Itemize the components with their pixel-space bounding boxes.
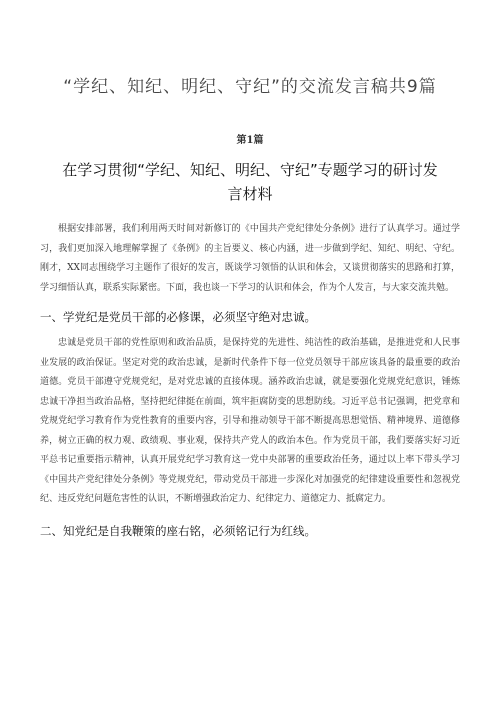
chapter-label: 第1篇 (236, 135, 264, 146)
body-paragraph: 忠诚是党员干部的党性原则和政治品质，是保持党的先进性、纯洁性的政治基础，是推进党和人民事业发展的政治保证。坚定对党的政治忠诚，是新时代条件下每一位党员领导干部应该具备的最重要的政治道德。党员干部遵守党规党纪，是对党忠诚的直接体现。涵养政治忠诚，就是要强化党规党纪意识，锤炼忠诚干净担当政治品格，坚持把纪律挺在前面，筑牢拒腐防变的思想防线。习近平总书记强调，把党章和党规党纪学习教育作为党性教育的重要内容，引导和推动领导干部不断提高思想觉悟、精神境界、道德修养，树立正确的权力观、政绩观、事业观，保持共产党人的政治本色。作为党员干部，我们要落实好习近平总书记重要指示精神，认真开展党纪学习教育这一党中央部署的重要政治任务，通过以上率下带头学习《中国共产党纪律处分条例》等党规党纪，带动党员干部进一步深化对加强党的纪律建设重要性和忽视党纪、违反党纪问题危害性的认识，不断增强政治定力、纪律定力、道德定力、抵腐定力。 (40, 338, 460, 504)
heading-two: 二、知党纪是自我鞭策的座右铭，必须铭记行为红线。 (40, 523, 316, 538)
document-title: “学纪、知纪、明纪、守纪”的交流发言稿共9篇 (63, 77, 437, 97)
section-title: 在学习贯彻“学纪、知纪、明纪、守纪”专题学习的研讨发言材料 (62, 161, 438, 203)
heading-one: 一、学党纪是党员干部的必修课，必须坚守绝对忠诚。 (40, 310, 316, 324)
intro-paragraph: 根据安排部署，我们利用两天时间对新修订的《中国共产党纪律处分条例》进行了认真学习。通过学习，我们更加深入地理解掌握了《条例》的主旨要义、核心内涵，进一步做到学纪、知纪、明纪、守纪。刚才，XX同志围绕学习主题作了很好的发言，既谈学习领悟的认识和体会，又谈贯彻落实的思路和打算，学习细悟认真，联系实际紧密。下面，我也谈一下学习的认识和体会，作为个人发言，与大家交流共勉。 (40, 224, 460, 293)
